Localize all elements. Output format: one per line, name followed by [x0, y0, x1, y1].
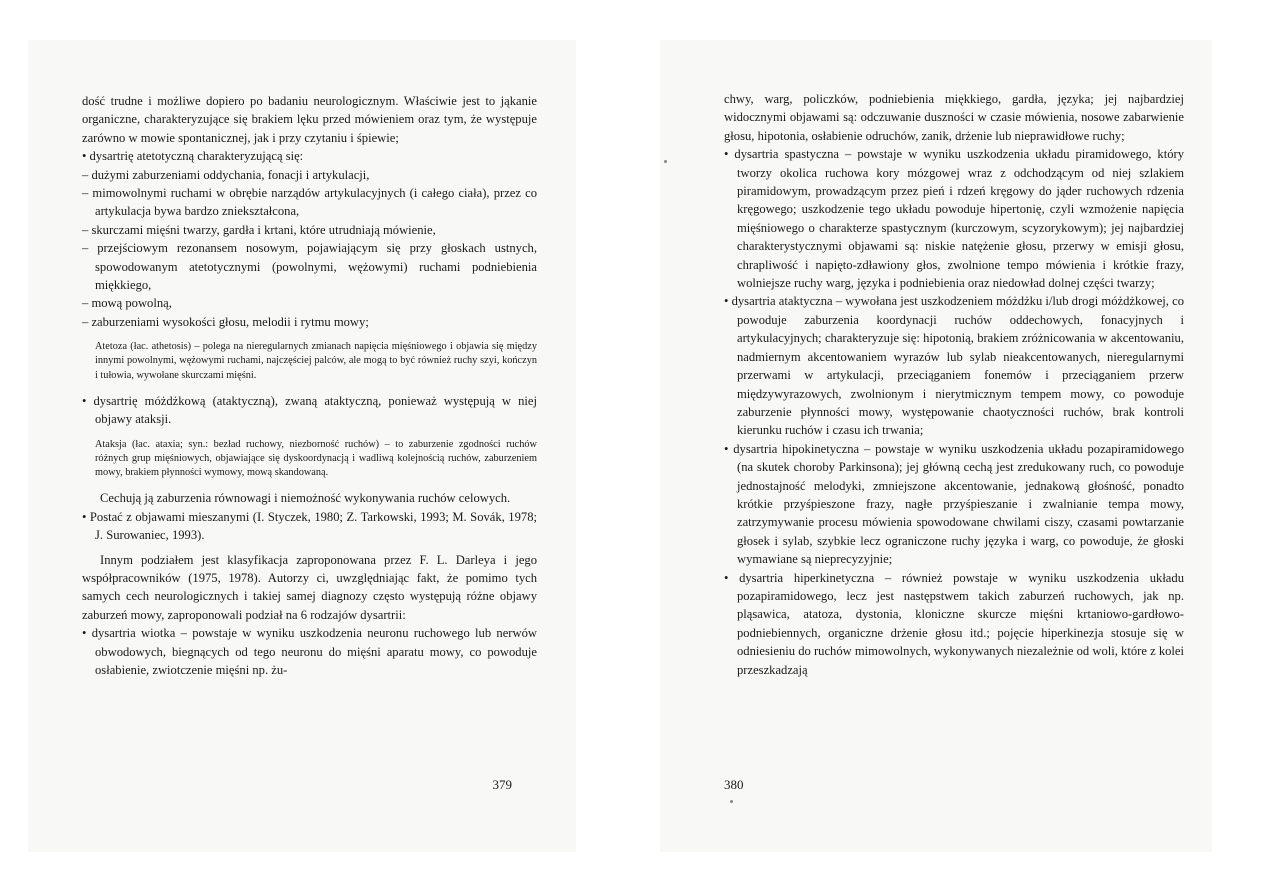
dash-item: – mową powolną, — [82, 296, 172, 311]
scan-speck — [664, 160, 667, 163]
bullet-item: • dysartrię móżdżkową (ataktyczną), zwaną ataktyczną, ponieważ występują w niej objawy ataksji. — [82, 393, 537, 427]
dash-item: – zaburzeniami wysokości głosu, melodii i rytmu mowy; — [82, 314, 369, 329]
bullet-item: • dysartria hiperkinetyczna – również powstaje w wyniku uszkodzenia układu pozapiramidowego, lecz jest następstwem takich zaburzeń ruchowych, jak np. pląsawica, atatoza, dystonia, kloniczne skurcze mięśni krtaniowo-gardłowo-podniebiennych, organiczne drżenie głosu itd.; pojęcie hiperkinezja stosuje się w odniesieniu do ruchów mimowolnych, wykonywanych niezależnie od woli, które z kolei przeszkadzają — [724, 570, 1184, 677]
right-page-text — [724, 90, 1184, 679]
dash-item: – mimowolnymi ruchami w obrębie narządów artykulacyjnych (i całego ciała), przez co artykulacja bywa bardzo zniekształcona, — [82, 186, 537, 219]
scan-speck — [730, 800, 733, 803]
bullet-item: • dysartrię atetotyczną charakteryzującą się: — [82, 149, 304, 164]
dash-item: – dużymi zaburzeniami oddychania, fonacji i artykulacji, — [82, 167, 370, 182]
paragraph: dość trudne i możliwe dopiero po badaniu neurologicznym. Właściwie jest to jąkanie organiczne, charakteryzujące się brakiem lęku przed mówieniem oraz tym, że występuje zarówno w mowie spontanicznej, jak i przy czytaniu i śpiewie; — [82, 94, 537, 145]
page-number-right: 380 — [724, 777, 744, 792]
left-page — [28, 40, 576, 852]
dash-item: – skurczami mięśni twarzy, gardła i krtani, które utrudniają mówienie, — [82, 222, 436, 237]
bullet-item: • dysartria hipokinetyczna – powstaje w wyniku uszkodzenia układu pozapiramidowego (na skutek choroby Parkinsona); jej główną cechą jest zredukowany ruch, co powoduje jednostajność melodyki, zmniejszone akcentowanie, jednakową głośność, ponadto krótkie przyśpieszone frazy, nagłe przyśpieszanie i zwalnianie tempa mowy, zatrzymywanie procesu mówienia spowodowane chwilami ciszy, czasami powtarzanie głosek i sylab, szybkie lecz ograniczone ruchy języka i warg, co powoduje, że głoski wymawiane są nieprecyzyjnie; — [724, 441, 1184, 567]
paragraph: Innym podziałem jest klasyfikacja zaproponowana przez F. L. Darleya i jego współpracowników (1975, 1978). Autorzy ci, uwzględniając fakt, że pomimo tych samych cech neurologicznych i takiej samej diagnozy często występują różne objawy zaburzeń mowy, zaproponowali podział na 6 rodzajów dysartrii: — [82, 552, 537, 622]
footnote-definition: Ataksja (łac. ataxia; syn.: bezład ruchowy, niezborność ruchów) – to zaburzenie zgodności ruchów różnych grup mięśniowych, objawiające się dyskoordynacją i wadliwą kolejnością ruchów, zaburzeniem mowy, brakiem płynności wymowy, mową skandowaną. — [95, 438, 537, 479]
paragraph: chwy, warg, policzków, podniebienia miękkiego, gardła, języka; jej najbardziej widocznymi objawami są: odczuwanie duszności w czasie mówienia, nosowe zabarwienie głosu, hipotonia, osłabienie odruchów, zanik, drżenie lub nieprawidłowe ruchy; — [724, 92, 1184, 143]
left-page-text — [82, 92, 537, 679]
page-number-left: 379 — [492, 777, 512, 792]
bullet-item: • dysartria wiotka – powstaje w wyniku uszkodzenia neuronu ruchowego lub nerwów obwodowych, biegnących od tego neuronu do mięśni aparatu mowy, co powoduje osłabienie, zwiotczenie mięśni np. żu- — [82, 626, 537, 677]
bullet-item: • Postać z objawami mieszanymi (I. Styczek, 1980; Z. Tarkowski, 1993; M. Sovák, 1978; J. Surowaniec, 1993). — [82, 509, 537, 543]
dash-item: – przejściowym rezonansem nosowym, pojawiającym się przy głoskach ustnych, spowodowanym atetotycznymi (powolnymi, wężowymi) ruchami podniebienia miękkiego, — [82, 241, 537, 293]
footnote-definition: Atetoza (łac. athetosis) – polega na nieregularnych zmianach napięcia mięśniowego i objawia się między innymi powolnymi, wężowymi ruchami, najczęściej palców, ale mogą to być również ruchy szyi, kończyn i tułowia, wywołane skurczami mięśni. — [95, 341, 537, 381]
right-page — [660, 40, 1212, 852]
bullet-item: • dysartria spastyczna – powstaje w wyniku uszkodzenia układu piramidowego, który tworzy okolica ruchowa kory mózgowej wraz z odchodzącym od niej szlakiem piramidowym, prowadzącym przez pień i rdzeń kręgowy do jąder ruchowych rdzenia kręgowego; uszkodzenie tego układu powoduje hipertonię, czyli wzmożenie napięcia mięśniowego o charakterze spastycznym (kurczowym, scyzorykowym); jej najbardziej charakterystycznymi objawami są: niskie natężenie głosu, przerwy w emisji głosu, chrapliwość i napięto-zdławiony głos, zwolnione tempo mówienia i krótkie frazy, wolniejsze ruchy warg, języka i podniebienia oraz niedowład dolnej części twarzy; — [724, 147, 1184, 291]
paragraph: Cechują ją zaburzenia równowagi i niemożność wykonywania ruchów celowych. — [100, 491, 511, 506]
bullet-item: • dysartria ataktyczna – wywołana jest uszkodzeniem móżdżku i/lub drogi móżdżkowej, co powoduje zaburzenia koordynacji ruchów oddechowych, fonacyjnych i artykulacyjnych; charakteryzuje się: hipotonią, brakiem zróżnicowania w akcentowaniu, nadmiernym akcentowaniem wyrazów lub sylab nieakcentowanych, nieregularnymi przerwami w artykulacji, przeciąganiem fonemów i przeciąganiem przerw międzywyrazowych, zwolnionym i nierytmicznym tempem mowy, co powoduje zaburzenie płynności mowy, występowanie chaotyczności ruchów, brak kontroli kierunku ruchów i czasu ich trwania; — [724, 294, 1184, 438]
